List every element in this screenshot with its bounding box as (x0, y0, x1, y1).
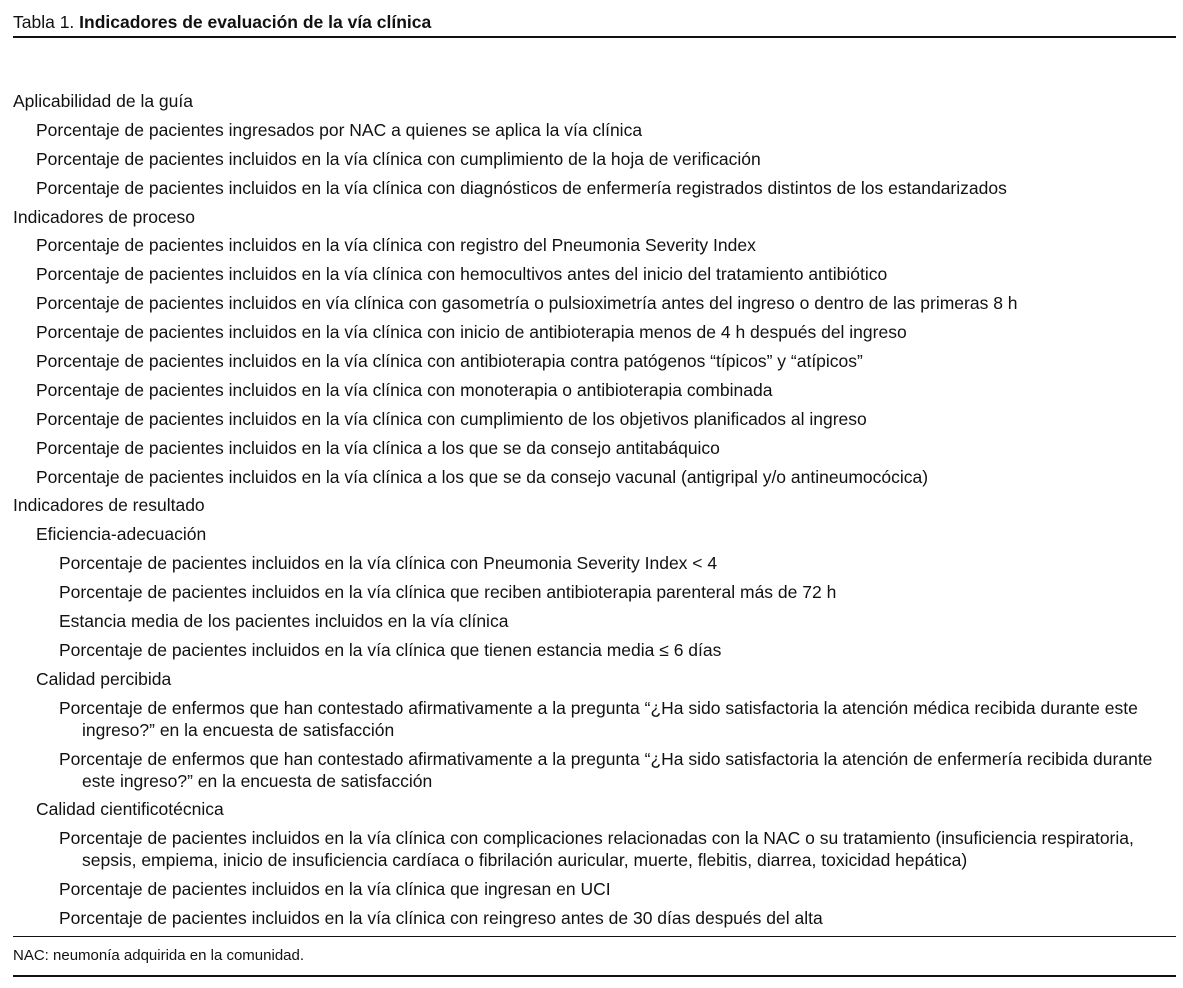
caption-title: Indicadores de evaluación de la vía clínica (79, 12, 432, 32)
table-row: Porcentaje de pacientes incluidos en la vía clínica con registro del Pneumonia Severity Index (36, 235, 756, 256)
table-row: Porcentaje de pacientes incluidos en la vía clínica con antibioterapia contra patógenos “típicos” y “atípicos” (36, 351, 863, 372)
table-row: Porcentaje de pacientes incluidos en la vía clínica con cumplimiento de la hoja de verificación (36, 148, 761, 169)
table-row: Porcentaje de enfermos que han contestado afirmativamente a la pregunta “¿Ha sido satisfactoria la atención médica recibida durante este ingreso?” en la encuesta de satisfacción (59, 697, 1138, 740)
table-end-rule (13, 975, 1176, 977)
table-row: Porcentaje de pacientes incluidos en la vía clínica con hemocultivos antes del inicio del tratamiento antibiótico (36, 264, 888, 285)
table-row: Porcentaje de pacientes incluidos en la vía clínica a los que se da consejo vacunal (antigripal y/o antineumocócica) (36, 466, 929, 487)
table-row: Porcentaje de pacientes incluidos en la vía clínica que reciben antibioterapia parenteral más de 72 h (59, 582, 837, 603)
caption-prefix: Tabla 1. (13, 12, 80, 32)
table-row: Porcentaje de pacientes incluidos en la vía clínica que ingresan en UCI (59, 879, 611, 900)
section-heading: Indicadores de proceso (13, 206, 195, 227)
table-footnote: NAC: neumonía adquirida en la comunidad. (13, 947, 305, 965)
table-row: Porcentaje de pacientes incluidos en la vía clínica con inicio de antibioterapia menos de 4 h después del ingreso (36, 322, 907, 343)
table-row: Porcentaje de pacientes incluidos en la vía clínica con monoterapia o antibioterapia combinada (36, 379, 773, 400)
table-body (13, 38, 1176, 929)
table-row: Porcentaje de pacientes ingresados por NAC a quienes se aplica la vía clínica (36, 119, 643, 140)
table-row: Porcentaje de pacientes incluidos en la vía clínica a los que se da consejo antitabáquico (36, 437, 720, 458)
table-row: Porcentaje de pacientes incluidos en la vía clínica que tienen estancia media ≤ 6 días (59, 639, 722, 660)
table-row: Estancia media de los pacientes incluidos en la vía clínica (59, 611, 509, 632)
subsection-heading: Calidad cientificotécnica (36, 799, 224, 820)
table-row: Porcentaje de enfermos que han contestado afirmativamente a la pregunta “¿Ha sido satisfactoria la atención de enfermería recibida durante este ingreso?” en la encuesta de satisfacción (59, 748, 1153, 791)
table-caption (13, 10, 1176, 38)
indicators-table (13, 10, 1176, 977)
table-row: Porcentaje de pacientes incluidos en la vía clínica con Pneumonia Severity Index < 4 (59, 553, 718, 574)
subsection-heading: Eficiencia-adecuación (36, 524, 207, 545)
table-row: Porcentaje de pacientes incluidos en la vía clínica con reingreso antes de 30 días después del alta (59, 908, 823, 929)
table-row: Porcentaje de pacientes incluidos en vía clínica con gasometría o pulsioximetría antes del ingreso o dentro de las primeras 8 h (36, 293, 1018, 314)
section-heading: Indicadores de resultado (13, 495, 205, 516)
table-row: Porcentaje de pacientes incluidos en la vía clínica con cumplimiento de los objetivos planificados al ingreso (36, 408, 867, 429)
subsection-heading: Calidad percibida (36, 668, 172, 689)
table-row: Porcentaje de pacientes incluidos en la vía clínica con diagnósticos de enfermería registrados distintos de los estandarizados (36, 177, 1007, 198)
table-row: Porcentaje de pacientes incluidos en la vía clínica con complicaciones relacionadas con la NAC o su tratamiento (insuficiencia respiratoria, sepsis, empiema, inicio de insuficiencia cardíaca o fibrilación auricular, muerte, flebitis, diarrea, toxicidad hepática) (59, 828, 1134, 871)
section-heading: Aplicabilidad de la guía (13, 91, 193, 111)
